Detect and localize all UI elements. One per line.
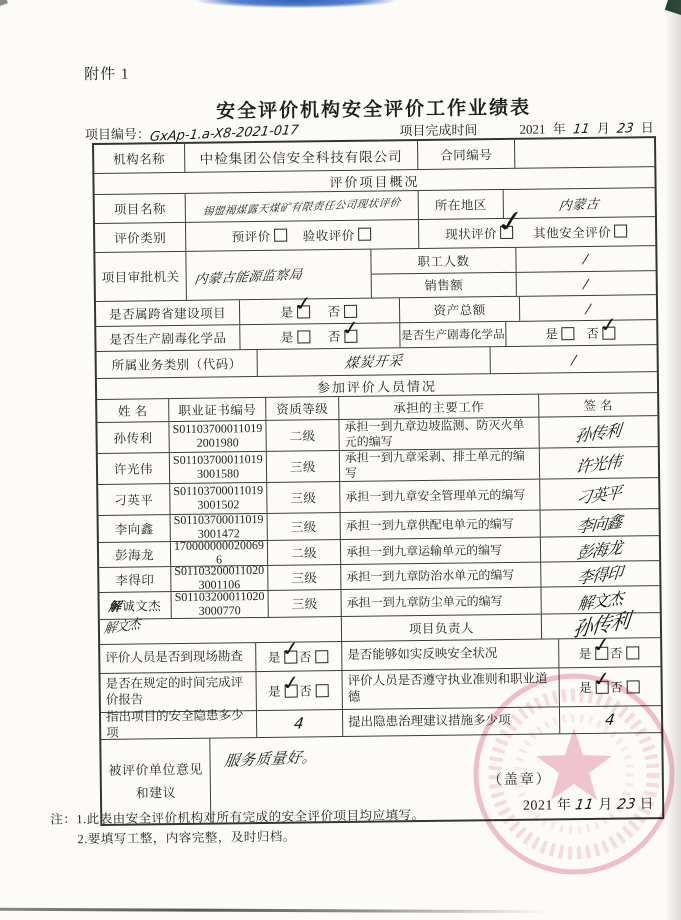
person-signature: 李向鑫 [540,509,659,536]
status-eval-option: 现状评价 ✓ [445,224,515,243]
person-name: 孙传利 [113,431,153,446]
business-category-extra: / [490,345,657,373]
sales-subrow [371,270,656,298]
person-name: 许光伟 [113,462,154,477]
project-name-label: 项目名称 [113,202,166,217]
checkbox-truthful-no [626,646,639,659]
hazards-question: 指出项目的安全隐患多少项 [105,708,244,740]
completion-day-handwritten: 23 [616,121,635,137]
col-header-level: 资质等级 [265,397,338,420]
col-header-work: 承担的主要工作 [338,395,538,419]
toxic-answer-left: 是 否 ✓ [239,323,399,349]
opinion-comment-handwritten: 服务质量好。 [223,747,319,771]
day-unit: 日 [640,120,654,136]
project-number-label: 项目编号： [84,126,151,143]
person-signature: 孙传利 [538,416,657,447]
checkbox-ontime-no [315,684,328,697]
person-cert: S011037000110192001980 [168,421,265,452]
contract-no-label: 合同编号 [417,140,514,169]
person-level: 二级 [265,420,338,451]
approval-authority-label: 项目审批机关 [101,269,180,285]
person-signature: 许光伟 [539,447,658,478]
category-right-options [418,217,655,248]
person-work: 承担一到九章防治水单元的编写 [340,563,540,589]
toxic-answer-right: 是 否 ✓ [505,320,656,346]
person-work: 承担一到九章运输单元的编写 [340,538,540,564]
personnel-section-title: 参加评价人员情况 [316,378,438,395]
checkbox-ethics-no [626,680,639,693]
region-handwritten: 内蒙古 [503,188,655,218]
person-work: 承担一到九章防尘单元的编写 [340,588,540,616]
person-signature: 彭海龙 [540,536,659,561]
hazards-count-handwritten: 4 [256,710,342,737]
other-eval-option: 其他安全评价 [533,222,629,241]
business-category-label: 所属业务类别（代码） [111,357,242,373]
col-header-name: 姓 名 [117,404,148,419]
footer-notes [50,805,425,850]
staff-sales-stack [370,246,656,297]
checkbox-site-yes-checked [284,650,297,663]
person-level: 三级 [266,482,339,513]
person-level: 三级 [267,565,340,590]
toxic-label-left: 是否生产剧毒化学品 [109,331,227,347]
staff-subrow [370,246,655,273]
project-leader-label: 项目负责人 [341,615,541,641]
person-name-corrected: 解 诚文杰 解文杰 [102,598,162,638]
scan-edge-shadow [665,0,681,920]
cross-province-answer: 是 ✓ 否 [239,298,399,324]
site-survey-question: 评价人员是否到现场勘查 [105,649,243,666]
completion-year: 2021 [519,121,546,137]
checkbox-toxic-left-no-checked [344,329,357,342]
ontime-answer: 是 ✓ 否 [255,671,341,710]
opinion-month-handwritten: 11 [574,796,596,814]
form-title: 安全评价机构安全评价工作业绩表 [215,97,532,123]
note-line-2: 2.要填写工整，内容完整，及时归档。 [77,829,296,847]
month-unit: 月 [596,120,610,136]
sales-value: / [516,271,656,296]
performance-table [92,136,664,826]
checkbox-toxic-right-no-checked [602,326,615,339]
accept-eval-option: 验收评价 [303,226,373,245]
name-scrawl-signature: 解文杰 [102,617,141,638]
person-cert: S011032000110203000770 [171,591,268,618]
staff-count-value: / [515,246,655,271]
person-level: 三级 [267,590,340,617]
checkbox-cross-yes-checked [297,305,310,318]
person-work: 承担一到九章供配电单元的编写 [340,511,540,539]
note-line-1: 注：1.此表由安全评价机构对所有完成的安全评价项目均应填写。 [50,808,425,827]
checkbox-site-no [315,650,328,663]
completion-time-label: 项目完成时间 [399,122,478,139]
org-name-label: 机构名称 [113,152,166,167]
person-name: 彭海龙 [114,548,155,563]
truthful-answer: 是 ✓ 否 [558,638,660,667]
truthful-question: 是否能够如实反映安全状况 [341,639,558,670]
category-left-options [185,220,418,251]
person-cert: S011032000110203001106 [170,566,267,591]
project-number-handwritten: GxAp-1.a-X8-2021-017 [149,122,300,145]
contract-no-value [514,138,654,168]
sales-label: 销售额 [371,272,516,297]
person-work: 承担一到九章采剥、排土单元的编写 [339,449,539,481]
approval-authority-handwritten: 内蒙古能源监察局 [185,250,371,300]
qa-row-report [100,666,660,712]
opinion-day-handwritten: 23 [615,796,637,814]
ontime-question: 是否在规定的时间完成评价报告 [105,675,244,707]
col-header-sign: 签 名 [538,393,657,416]
person-name: 李向鑫 [114,522,154,537]
checkbox-pre-eval [274,229,287,242]
checkbox-status-eval-checked [500,226,513,239]
person-level: 三级 [267,513,340,540]
measures-count-handwritten: 4 [559,706,661,733]
spacer [299,135,400,136]
business-category-handwritten: 煤炭开采 [257,347,490,376]
checkbox-ethics-yes-checked [595,680,608,693]
checkbox-truthful-yes-checked [595,646,608,659]
toxic-label-right: 是否生产剧毒化学品 [399,322,505,347]
person-level: 三级 [266,451,339,482]
year-unit: 年 [552,121,566,137]
measures-question: 提出隐患治理建议措施多少项 [342,707,559,736]
org-name-value: 中检集团公信安全科技有限公司 [184,141,417,172]
approval-row [95,245,656,301]
ethics-answer: 是 ✓ 否 [558,667,660,706]
region-label: 所在地区 [418,190,503,219]
person-cert: S011037000110193001472 [170,514,267,541]
person-level: 二级 [267,540,340,565]
person-name: 刁英平 [114,493,154,508]
pre-eval-option: 预评价 [232,227,289,246]
assets-label: 资产总额 [399,297,519,322]
project-leader-signature: 孙传利 [541,613,660,638]
assets-value: / [519,295,656,321]
person-work: 承担一到九章安全管理单元的编写 [339,480,539,512]
checkbox-accept-eval [358,228,371,241]
completion-date [517,117,656,138]
person-signature: 刁英平 [539,478,658,509]
site-survey-answer: 是 ✓ 否 [255,642,341,671]
project-name-handwritten: 锡盟褐煤露天煤矿有限责任公司现状评价 [185,191,418,222]
person-cert: S011037000110193001580 [169,452,266,483]
checkbox-cross-no [344,304,357,317]
attachment-label: 附件 1 [84,66,130,84]
person-cert: 1700000000200696 [170,541,267,566]
staff-count-label: 职工人数 [370,248,515,273]
category-label: 评价类别 [114,231,167,246]
person-signature: 李得印 [540,561,659,586]
col-header-cert: 职业证书编号 [168,398,265,421]
opinion-date: 2021 年 11 月 23 日 [522,796,655,814]
checkbox-toxic-right-yes [561,327,574,340]
checkbox-other-eval [614,224,627,237]
opinion-label: 被评价单位意见 和建议 [108,761,204,801]
person-work: 承担一到九章边坡监测、防灭火单元的编写 [338,418,538,450]
cross-province-label: 是否属跨省建设项目 [109,306,227,322]
person-signature: 解文杰 [540,586,659,613]
leader-empty-cell [100,617,341,644]
person-cert: S011037000110193001502 [169,483,266,514]
seal-here-label: （盖章） [487,772,552,789]
checkbox-ontime-yes-checked [284,684,297,697]
completion-month-handwritten: 11 [572,121,591,138]
ethics-question: 评价人员是否遵守执业准则和职业道德 [341,668,558,709]
overview-section-title: 评价项目概况 [329,173,420,190]
checkbox-toxic-left-yes [297,330,310,343]
person-name: 李得印 [115,573,155,588]
